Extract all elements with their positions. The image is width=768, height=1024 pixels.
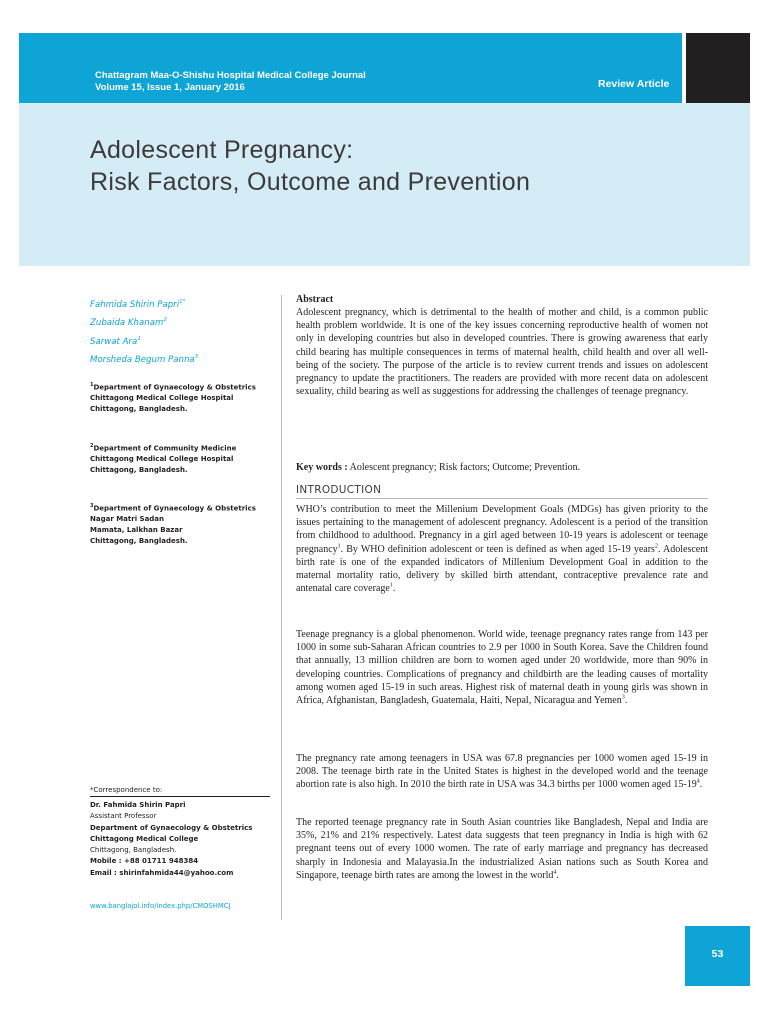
article-title-line-2: Risk Factors, Outcome and Prevention bbox=[90, 168, 531, 196]
author-list bbox=[90, 295, 270, 368]
column-divider bbox=[281, 295, 282, 920]
corner-block bbox=[686, 33, 750, 103]
article-title-line-1: Adolescent Pregnancy: bbox=[90, 136, 354, 164]
affiliation-2: $^2$Department of Community Medicine Chittagong Medical College Hospital Chittagong, Bangladesh. bbox=[90, 443, 237, 475]
author: Zubaida Khanam$^2$ bbox=[90, 317, 167, 329]
journal-issue: Volume 15, Issue 1, January 2016 bbox=[95, 82, 245, 93]
author: Morsheda Begum Panna$^3$ bbox=[90, 354, 199, 365]
paragraph: Teenage pregnancy is a global phenomenon. World wide, teenage pregnancy rates range from 143 per 1000 in some sub-Saharan African countries to 2.9 per 1000 in South Korea. Save the Children found that annually, 13 million children are born to women aged under 20 worldwide, more than 90% in developing countries. Complications of pregnancy and childbirth are the leading causes of mortality among women aged 15-19 in such areas. Highest risk of maternal death in young girls was shown in Africa, Afghanistan, Bangladesh, Guatemala, Haiti, Nepal, Nicaragua and Yemen$^3$. bbox=[296, 629, 708, 707]
correspondence-block: Dr. Fahmida Shirin Papri Assistant Professor Department of Gynaecology & Obstetrics Chittagong Medical College Chittagong, Bangladesh. Mobile : +88 01711 948384 Email : shirinfahmida44@yahoo.com bbox=[90, 801, 253, 877]
page-number: 53 bbox=[711, 948, 724, 960]
author: Sarwat Ara$^1$ bbox=[90, 335, 141, 347]
abstract-heading: Abstract bbox=[296, 294, 334, 305]
paragraph: WHO’s contribution to meet the Millenium Development Goals (MDGs) has given priority to the issues pertaining to the management of adolescent pregnancy. Adolescent is a period of the transition from childhood to adulthood. Pregnancy in a girl aged between 10-19 years is adolescent or teenage pregnancy$^1$. By WHO definition adolescent or teen is defined as when aged 15-19 years$^2$. Adolescent birth rate is one of the expanded indicators of Millenium Development Goal in addition to the maternal mortality ratio, delivery by skilled birth attendant, contraceptive prevalence rate and antenatal care coverage$^1$. bbox=[296, 504, 708, 595]
correspondence-rule bbox=[90, 796, 270, 797]
affiliation-3: $^3$Department of Gynaecology & Obstetrics Nagar Matri Sadan Mamata, Lalkhan Bazar Chittagong, Bangladesh. bbox=[90, 503, 256, 546]
article-type: Review Article bbox=[598, 78, 670, 90]
keywords: Key words : Aolescent pregnancy; Risk factors; Outcome; Prevention. bbox=[296, 462, 581, 473]
abstract-text: Adolescent pregnancy, which is detrimental to the health of mother and child, is a common public health problem worldwide. It is one of the key issues concerning reproductive health of women not only in developing countries but also in developed countries. There is growing awareness that early child bearing has multiple consequences in terms of maternal health, child health and over all well-being of the society. The purpose of the article is to review current trends and issues on adolescent pregnancy to update the practitioners. The readers are provided with more recent data on adolescent sexuality, child bearing as well as suggestions for addressing the challenges of teenage pregnancy. bbox=[296, 307, 708, 398]
journal-url[interactable]: www.banglajol.info/index.php/CMOSHMCJ bbox=[90, 902, 231, 910]
paragraph: The reported teenage pregnancy rate in South Asian countries like Bangladesh, Nepal and India are 35%, 21% and 21% respectively. Latest data suggests that teen pregnancy in India is high with 62 pregnant teens out of every 1000 women. The rate of early marriage and pregnancy has decreased sharply in Indonesia and Malayasia.In the industrialized Asian nations such as South Korea and Singapore, teenage birth rates are among the lowest in the world$^4$. bbox=[296, 817, 708, 881]
introduction-heading: INTRODUCTION bbox=[296, 484, 382, 496]
journal-name: Chattagram Maa-O-Shishu Hospital Medical College Journal bbox=[95, 70, 366, 81]
introduction-rule bbox=[296, 498, 708, 499]
affiliation-1: $^1$Department of Gynaecology & Obstetrics Chittagong Medical College Hospital Chittagong, Bangladesh. bbox=[90, 382, 256, 414]
author: Fahmida Shirin Papri$^{1*}$ bbox=[90, 299, 186, 310]
correspondence-label: *Correspondence to: bbox=[90, 786, 163, 794]
paragraph: The pregnancy rate among teenagers in USA was 67.8 pregnancies per 1000 women aged 15-19 in 2008. The teenage birth rate in the United States is highest in the developed world and the teenage abortion rate is also high. In 2010 the birth rate in USA was 34.3 births per 1000 women aged $15-19^4$. bbox=[296, 753, 708, 791]
